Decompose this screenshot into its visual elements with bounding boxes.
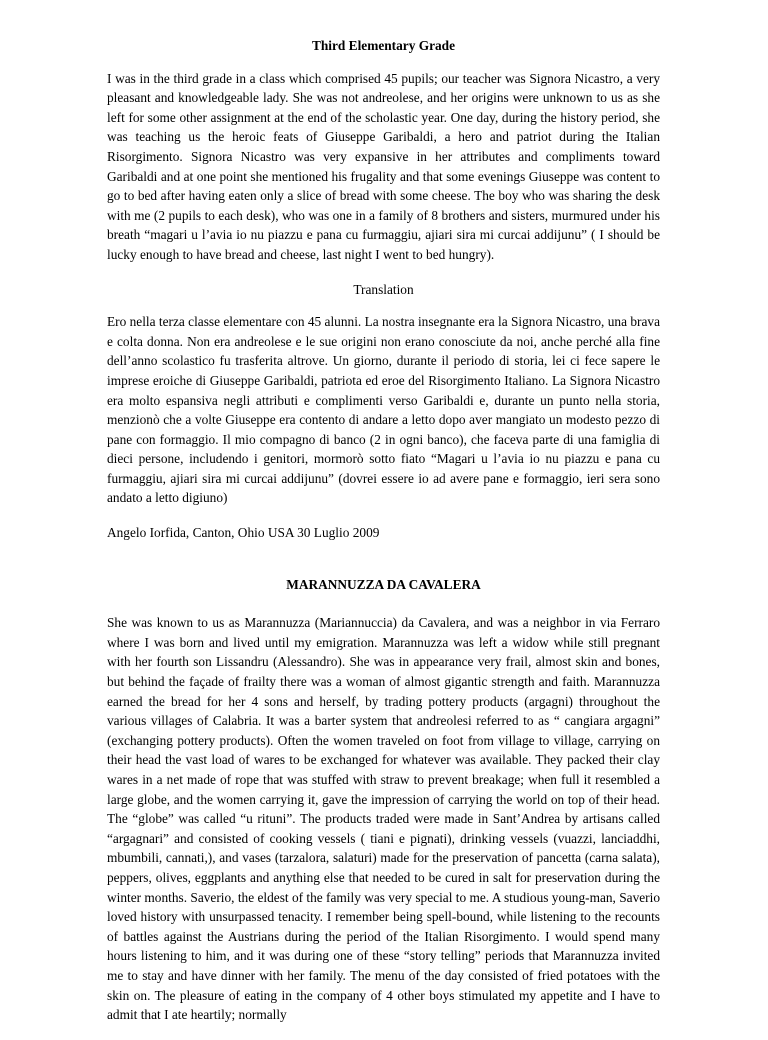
translation-label: Translation [353, 281, 414, 297]
marannuzza-paragraph: She was known to us as Marannuzza (Mariannuccia) da Cavalera, and was a neighbor in via Ferraro where I was born and lived until my emigration. Marannuzza was left a widow while still pregnant with her fourth son Lissandru (Alessandro). She was in appearance very frail, almost skin and bones, but behind the façade of frailty there was a woman of almost gigantic strength and faith. Marannuzza earned the bread for her 4 sons and herself, by trading pottery products (argagni) throughout the various villages of Calabria. It was a barter system that andreolesi referred to as “ cangiara argagni” (exchanging pottery products). Often the women traveled on foot from village to village, carrying on their head the vast load of wares to be exchanged for whatever was available. They packed their clay wares in a net made of rope that was stuffed with straw to prevent breakage; when full it resembled a large globe, and the women carrying it, gave the impression of carrying the world on top of their head. The “globe” was called “u rituni”. The products traded were made in Sant’Andrea by artisans called “argagnari” and consisted of cooking vessels ( tiani e pignati), drinking vessels (vuazzi, lanciaddhi, mbumbili, cannati,), and vases (tarzalora, salaturi) made for the preservation of pancetta (carna salata), peppers, olives, eggplants and anything else that needed to be cured in salt for preservation during the winter months. Saverio, the eldest of the family was very special to me. A studious young-man, Saverio loved history with unsurpassed tenacity. I remember being spell-bound, while listening to the recounts of battles against the Austrians during the period of the Italian Risorgimento. I would spend many hours listening to him, and it was during one of these “story telling” periods that Marannuzza invited me to stay and have dinner with her family. The menu of the day consisted of fried potatoes with the skin on. The pleasure of eating in the company of 4 other boys stimulated my appetite and I have to admit that I ate heartily; normally [107, 615, 660, 1023]
signature-line: Angelo Iorfida, Canton, Ohio USA 30 Luglio 2009 [107, 525, 380, 541]
section-title-marannuzza: MARANNUZZA DA CAVALERA [286, 576, 481, 592]
english-paragraph: I was in the third grade in a class which comprised 45 pupils; our teacher was Signora Nicastro, a very pleasant and knowledgeable lady. She was not andreolese, and her origins were unknown to us as she left for some other assignment at the end of the scholastic year. One day, during the history period, she was teaching us the heroic feats of Giuseppe Garibaldi, a hero and patriot during the Italian Risorgimento. Signora Nicastro was very expansive in her attributes and compliments toward Garibaldi and at one point she mentioned his frugality and that some evenings Giuseppe was content to go to bed after having eaten only a slice of bread with some cheese. The boy who was sharing the desk with me (2 pupils to each desk), who was one in a family of 8 brothers and sisters, murmured under his breath “magari u l’avia io nu piazzu e pana cu furmaggiu, ajiari sira mi curcai addijunu” ( I should be lucky enough to have bread and cheese, last night I went to bed hungry). [107, 70, 660, 262]
italian-paragraph: Ero nella terza classe elementare con 45 alunni. La nostra insegnante era la Signora Nicastro, una brava e colta donna. Non era andreolese e le sue origini non erano conosciute da noi, anche perché alla fine dell’anno scolastico fu trasferita altrove. Un giorno, durante il periodo di storia, lei ci fece sapere le imprese eroiche di Giuseppe Garibaldi, patriota ed eroe del Risorgimento Italiano. La Signora Nicastro era molto espansiva negli attributi e complimenti verso Garibaldi e, durante un punto nella storia, menzionò che a volte Giuseppe era contento di andare a letto dopo aver mangiato un modesto pezzo di pane con formaggio. Il mio compagno di banco (2 in ogni banco), che faceva parte di una famiglia di dieci persone, includendo i genitori, mormorò sotto fiato “Magari u l’avia io nu piazzu e pana cu furmaggiu, ajiari sira mi curcai addijunu” (dovrei essere io ad avere pane e formaggio, ieri sera sono andato a letto digiuno) [107, 314, 660, 506]
section-title: Third Elementary Grade [311, 38, 456, 53]
document-page [107, 36, 660, 1040]
